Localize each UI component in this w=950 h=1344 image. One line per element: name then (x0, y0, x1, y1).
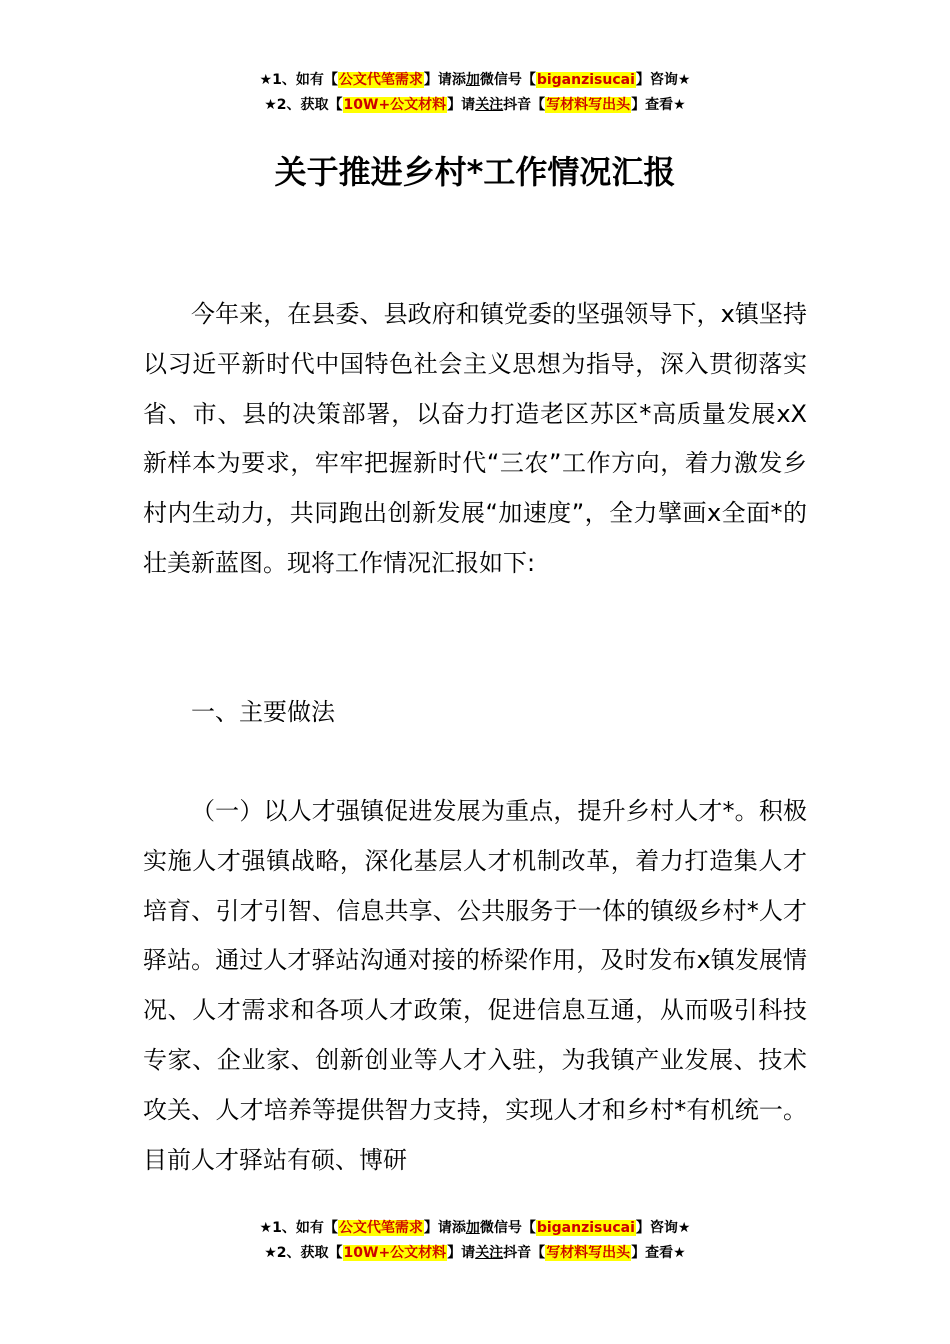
promo-text: 】咨询★ (635, 1220, 691, 1236)
promo-text: 】请 (447, 1245, 476, 1261)
promo-highlight: 10W+公文材料 (343, 97, 447, 113)
promo-wechat-id: biganzisucai (536, 72, 635, 88)
promo-text: ★2、获取【 (264, 1245, 343, 1261)
promo-underline: 关注 (475, 97, 504, 113)
promo-text: 抖音【 (503, 97, 546, 113)
promo-underline: 加 (465, 1220, 480, 1236)
section-paragraph: （一）以人才强镇促进发展为重点，提升乡村人才*。积极实施人才强镇战略，深化基层人才机制改革，着力打造集人才培育、引才引智、信息共享、公共服务于一体的镇级乡村*人才驿站。通过人才驿站沟通对接的桥梁作用，及时发布x镇发展情况、人才需求和各项人才政策，促进信息互通，从而吸引科技专家、企业家、创新创业等人才入驻，为我镇产业发展、技术攻关、人才培养等提供智力支持，实现人才和乡村*有机统一。目前人才驿站有硕、博研 (143, 797, 807, 1174)
promo-highlight: 10W+公文材料 (343, 1245, 447, 1261)
promo-text: ★1、如有【 (259, 1220, 338, 1236)
promo-underline: 关注 (475, 1245, 504, 1261)
promo-text: 微信号【 (479, 72, 536, 88)
promo-line-2 (0, 1241, 950, 1266)
promo-highlight: 公文代笔需求 (338, 72, 423, 88)
promo-line-1 (0, 68, 950, 93)
footer-promo (0, 1216, 950, 1266)
promo-wechat-id: biganzisucai (536, 1220, 635, 1236)
promo-text: ★2、获取【 (264, 97, 343, 113)
promo-text: 】请添 (423, 72, 466, 88)
document-title: 关于推进乡村*工作情况汇报 (274, 153, 676, 191)
promo-line-2 (0, 93, 950, 118)
promo-text: ★1、如有【 (259, 72, 338, 88)
promo-underline: 加 (465, 72, 480, 88)
header-promo (0, 68, 950, 118)
promo-highlight: 公文代笔需求 (338, 1220, 423, 1236)
promo-text: 】咨询★ (635, 72, 691, 88)
promo-text: 】请 (447, 97, 476, 113)
promo-text: 微信号【 (479, 1220, 536, 1236)
promo-text: 抖音【 (503, 1245, 546, 1261)
promo-line-1 (0, 1216, 950, 1241)
promo-douyin-id: 写材料写出头 (546, 1245, 631, 1261)
intro-paragraph: 今年来，在县委、县政府和镇党委的坚强领导下，x镇坚持以习近平新时代中国特色社会主义思想为指导，深入贯彻落实省、市、县的决策部署，以奋力打造老区苏区*高质量发展xX新样本为要求，牢牢把握新时代“三农”工作方向，着力激发乡村内生动力，共同跑出创新发展“加速度”，全力擘画x全面*的壮美新蓝图。现将工作情况汇报如下: (143, 300, 807, 577)
promo-text: 】请添 (423, 1220, 466, 1236)
section-heading: 一、主要做法 (191, 698, 335, 726)
promo-douyin-id: 写材料写出头 (546, 97, 631, 113)
promo-text: 】查看★ (631, 97, 686, 113)
promo-text: 】查看★ (631, 1245, 686, 1261)
